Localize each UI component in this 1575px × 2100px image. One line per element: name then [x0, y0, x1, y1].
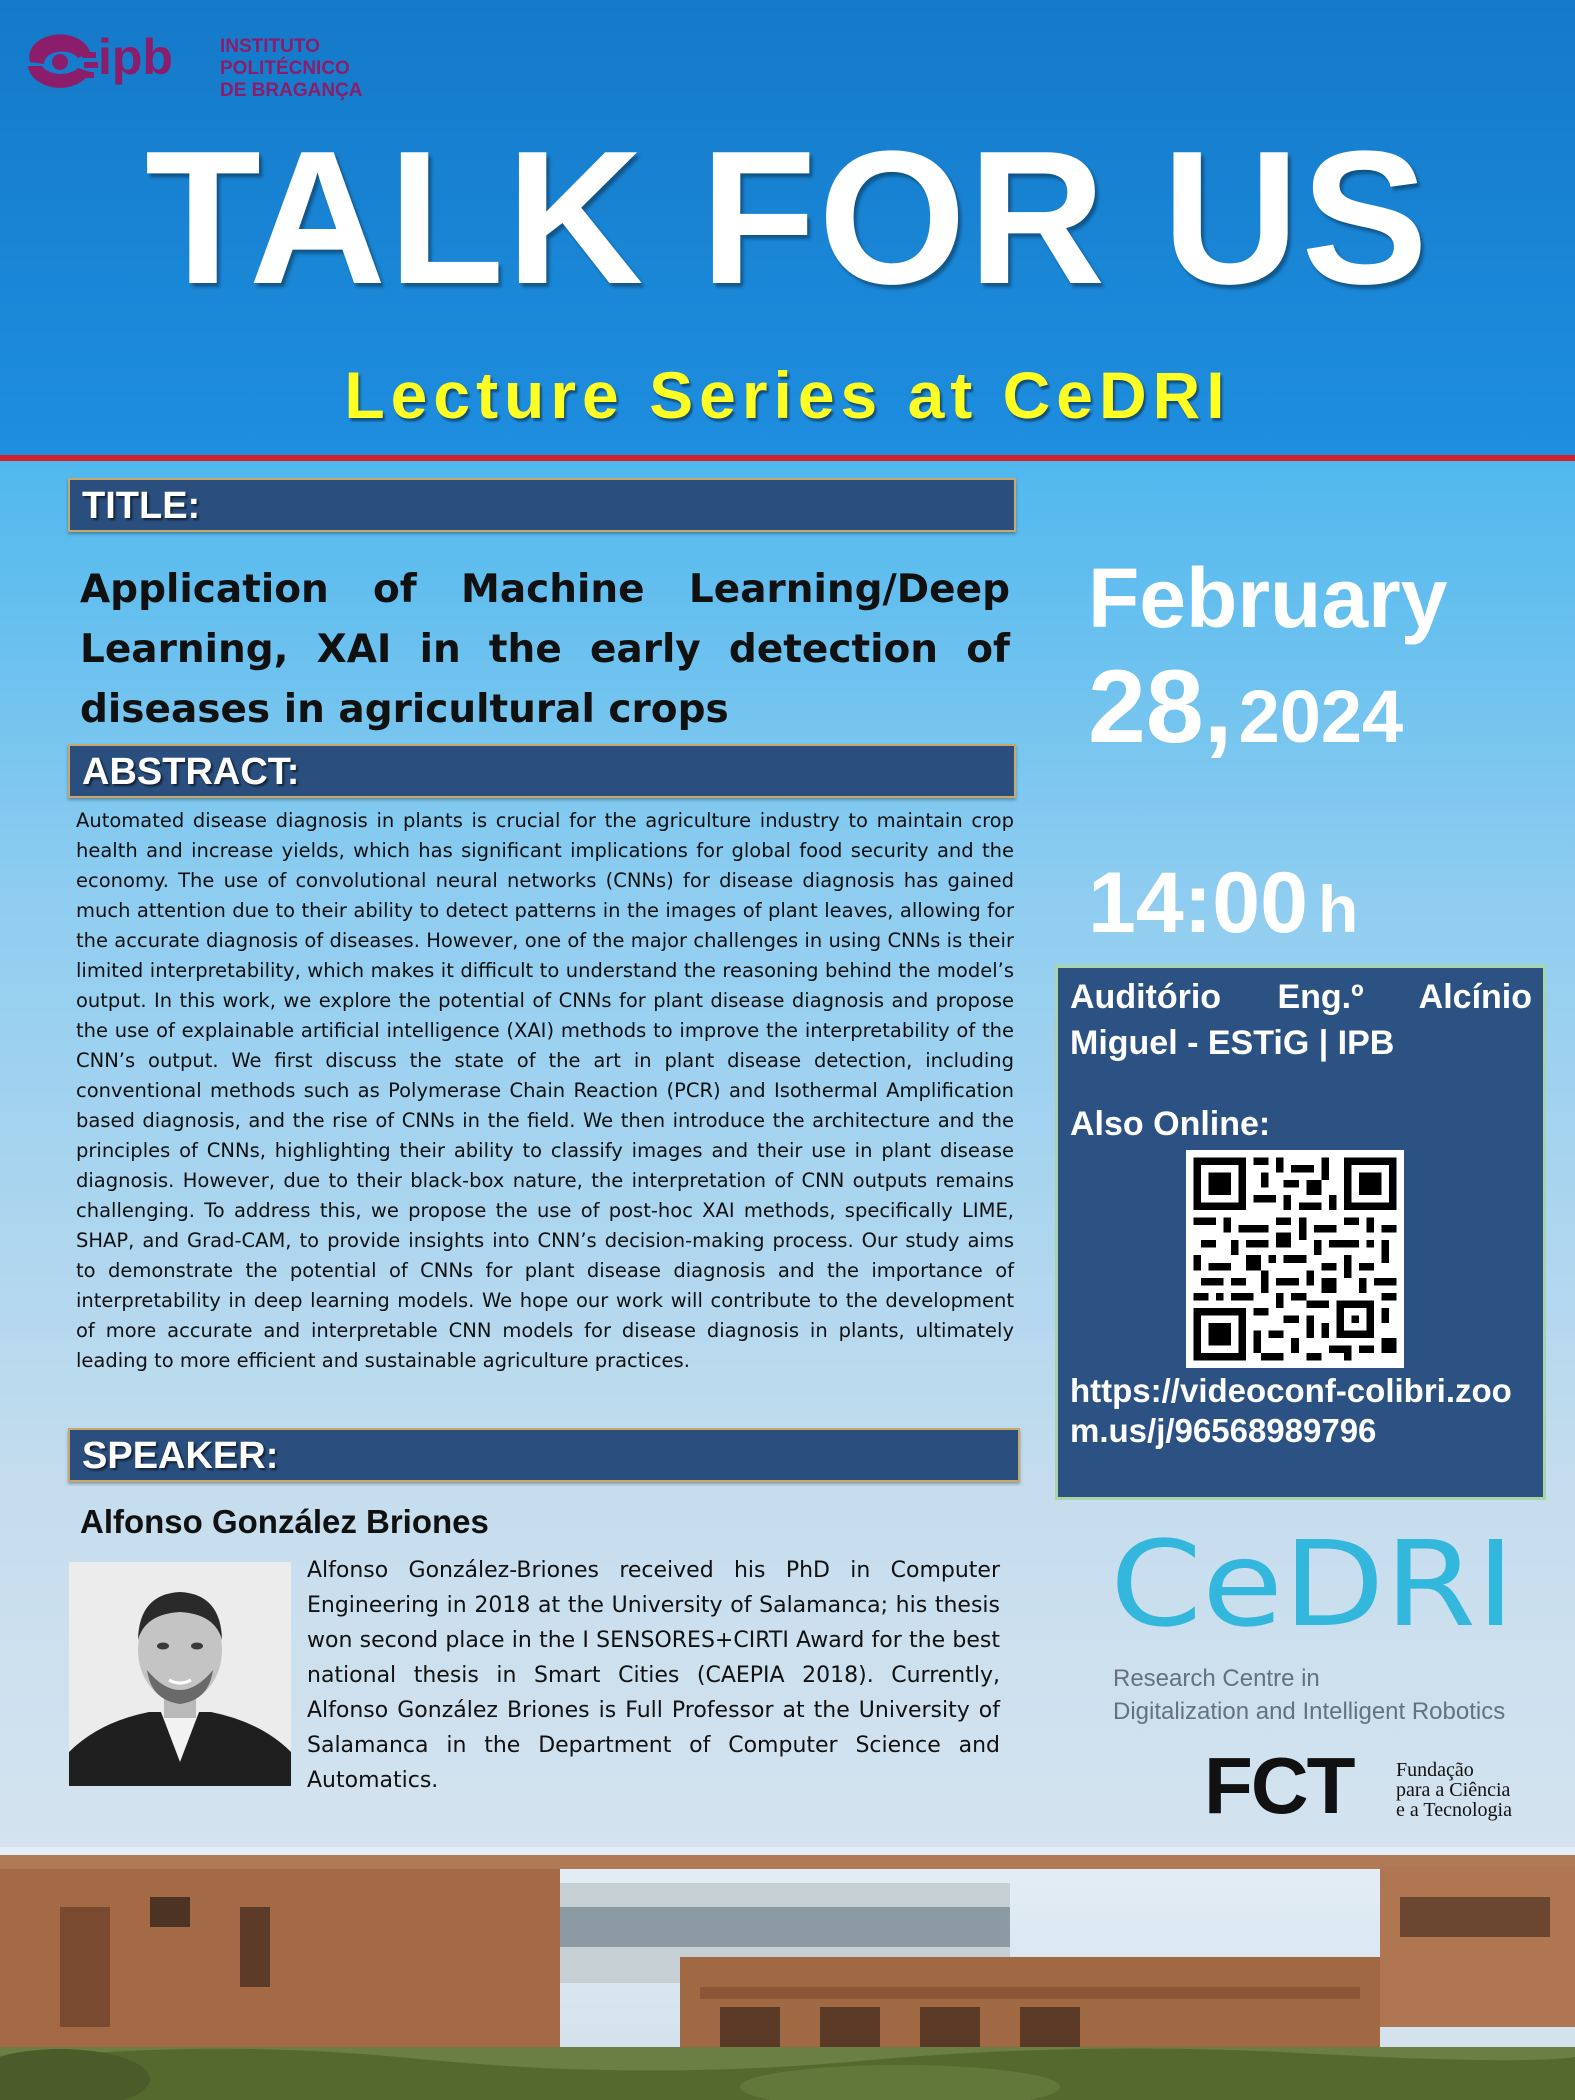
fct-name-line-2: para a Ciência: [1396, 1779, 1511, 1801]
event-month: February: [1088, 551, 1448, 645]
abstract-section-bar: [68, 744, 1016, 798]
abstract-section-label: ABSTRACT:: [82, 751, 300, 793]
event-time: 14:00: [1088, 855, 1308, 951]
fct-name-line-1: Fundação: [1396, 1759, 1474, 1781]
event-time-unit: h: [1317, 872, 1359, 946]
title-section-bar: [68, 478, 1016, 532]
speaker-photo: [69, 1562, 291, 1786]
fct-name-line-3: e a Tecnologia: [1396, 1799, 1512, 1821]
venue-name: Auditório Eng.º Alcínio Miguel - ESTiG | IPB: [1070, 978, 1532, 1062]
fct-logo: [1204, 1741, 1534, 1830]
speaker-bio: Alfonso González-Briones received his PhD in Computer Engineering in 2018 at the University of Salamanca; his thesis won second place in the I SENSORES+CIRTI Award for the best national thesis in Smart Cities (CAEPIA 2018). Currently, Alfonso González Briones is Full Professor at the University of Salamanca in the Department of Computer Science and Automatics.: [307, 1558, 1000, 1793]
abstract-text: Automated disease diagnosis in plants is crucial for the agriculture industry to maintain crop health and increase yields, which has significant implications for global food security and the economy. The use of convolutional neural networks (CNNs) for disease diagnosis has gained much attention due to their ability to detect patterns in the images of plant leaves, allowing for the accurate diagnosis of diseases. However, one of the major challenges in using CNNs is their limited interpretability, which makes it difficult to understand the reasoning behind the model’s output. In this work, we explore the potential of CNNs for plant disease diagnosis and propose the use of explainable artificial intelligence (XAI) methods to improve the interpretability of the CNN’s output. We first discuss the state of the art in plant disease detection, including conventional methods such as Polymerase Chain Reaction (PCR) and Isothermal Amplification based diagnosis, and the rise of CNNs in the field. We then introduce the architecture and the principles of CNNs, highlighting their ability to classify images and their use in plant disease diagnosis. However, due to their black-box nature, the interpretation of CNN outputs remains challenging. To address this, we propose the use of post-hoc XAI methods, specifically LIME, SHAP, and Grad-CAM, to provide insights into CNN’s decision-making process. Our study aims to demonstrate the potential of CNNs for plant disease diagnosis and the importance of interpretability in deep learning models. We hope our work will contribute to the development of more accurate and interpretable CNN models for disease diagnosis in plants, ultimately leading to more efficient and sustainable agriculture practices.: [76, 809, 1014, 1372]
header-banner: [0, 0, 1575, 461]
cedri-tagline: [1113, 1662, 1505, 1728]
ipb-emblem-icon: [20, 22, 220, 102]
qr-code-icon[interactable]: [1186, 1150, 1404, 1368]
cedri-logo-text: CeDRI: [1110, 1530, 1515, 1640]
zoom-link[interactable]: https://videoconf-colibri.zoom.us/j/96568989796: [1070, 1372, 1512, 1449]
event-day-row: [1088, 649, 1447, 793]
speaker-section-label: SPEAKER:: [82, 1435, 279, 1477]
cedri-tagline-line-2: Digitalization and Intelligent Robotics: [1113, 1698, 1506, 1725]
page-subtitle: Lecture Series at CeDRI: [344, 358, 1231, 432]
ipb-logo-text: ipb: [98, 29, 173, 85]
fct-logo-text: FCT: [1204, 1741, 1354, 1830]
talk-title: Application of Machine Learning/Deep Learning, XAI in the early detection of diseases in agricultural crops: [80, 567, 1010, 732]
cedri-logo: [1110, 1530, 1520, 1640]
event-year: 2024: [1238, 675, 1404, 758]
venue-box: [1055, 965, 1546, 1500]
online-label: Also Online:: [1070, 1105, 1271, 1143]
page-title: TALK FOR US: [144, 112, 1431, 324]
institution-line-2: DE BRAGANÇA: [220, 80, 363, 101]
event-day: 28,: [1088, 649, 1233, 765]
fct-name: [1396, 1760, 1512, 1820]
ipb-logo: [20, 22, 450, 102]
speaker-section-bar: [68, 1428, 1020, 1482]
institution-line-1: INSTITUTO POLITÉCNICO: [220, 36, 350, 79]
institution-name: [220, 36, 450, 102]
campus-building-photo: [0, 1847, 1575, 2100]
event-time-row: [1088, 853, 1447, 978]
speaker-name: Alfonso González Briones: [80, 1503, 489, 1540]
cedri-tagline-line-1: Research Centre in: [1113, 1665, 1320, 1692]
event-date-time: [1088, 548, 1447, 978]
title-section-label: TITLE:: [82, 485, 201, 527]
